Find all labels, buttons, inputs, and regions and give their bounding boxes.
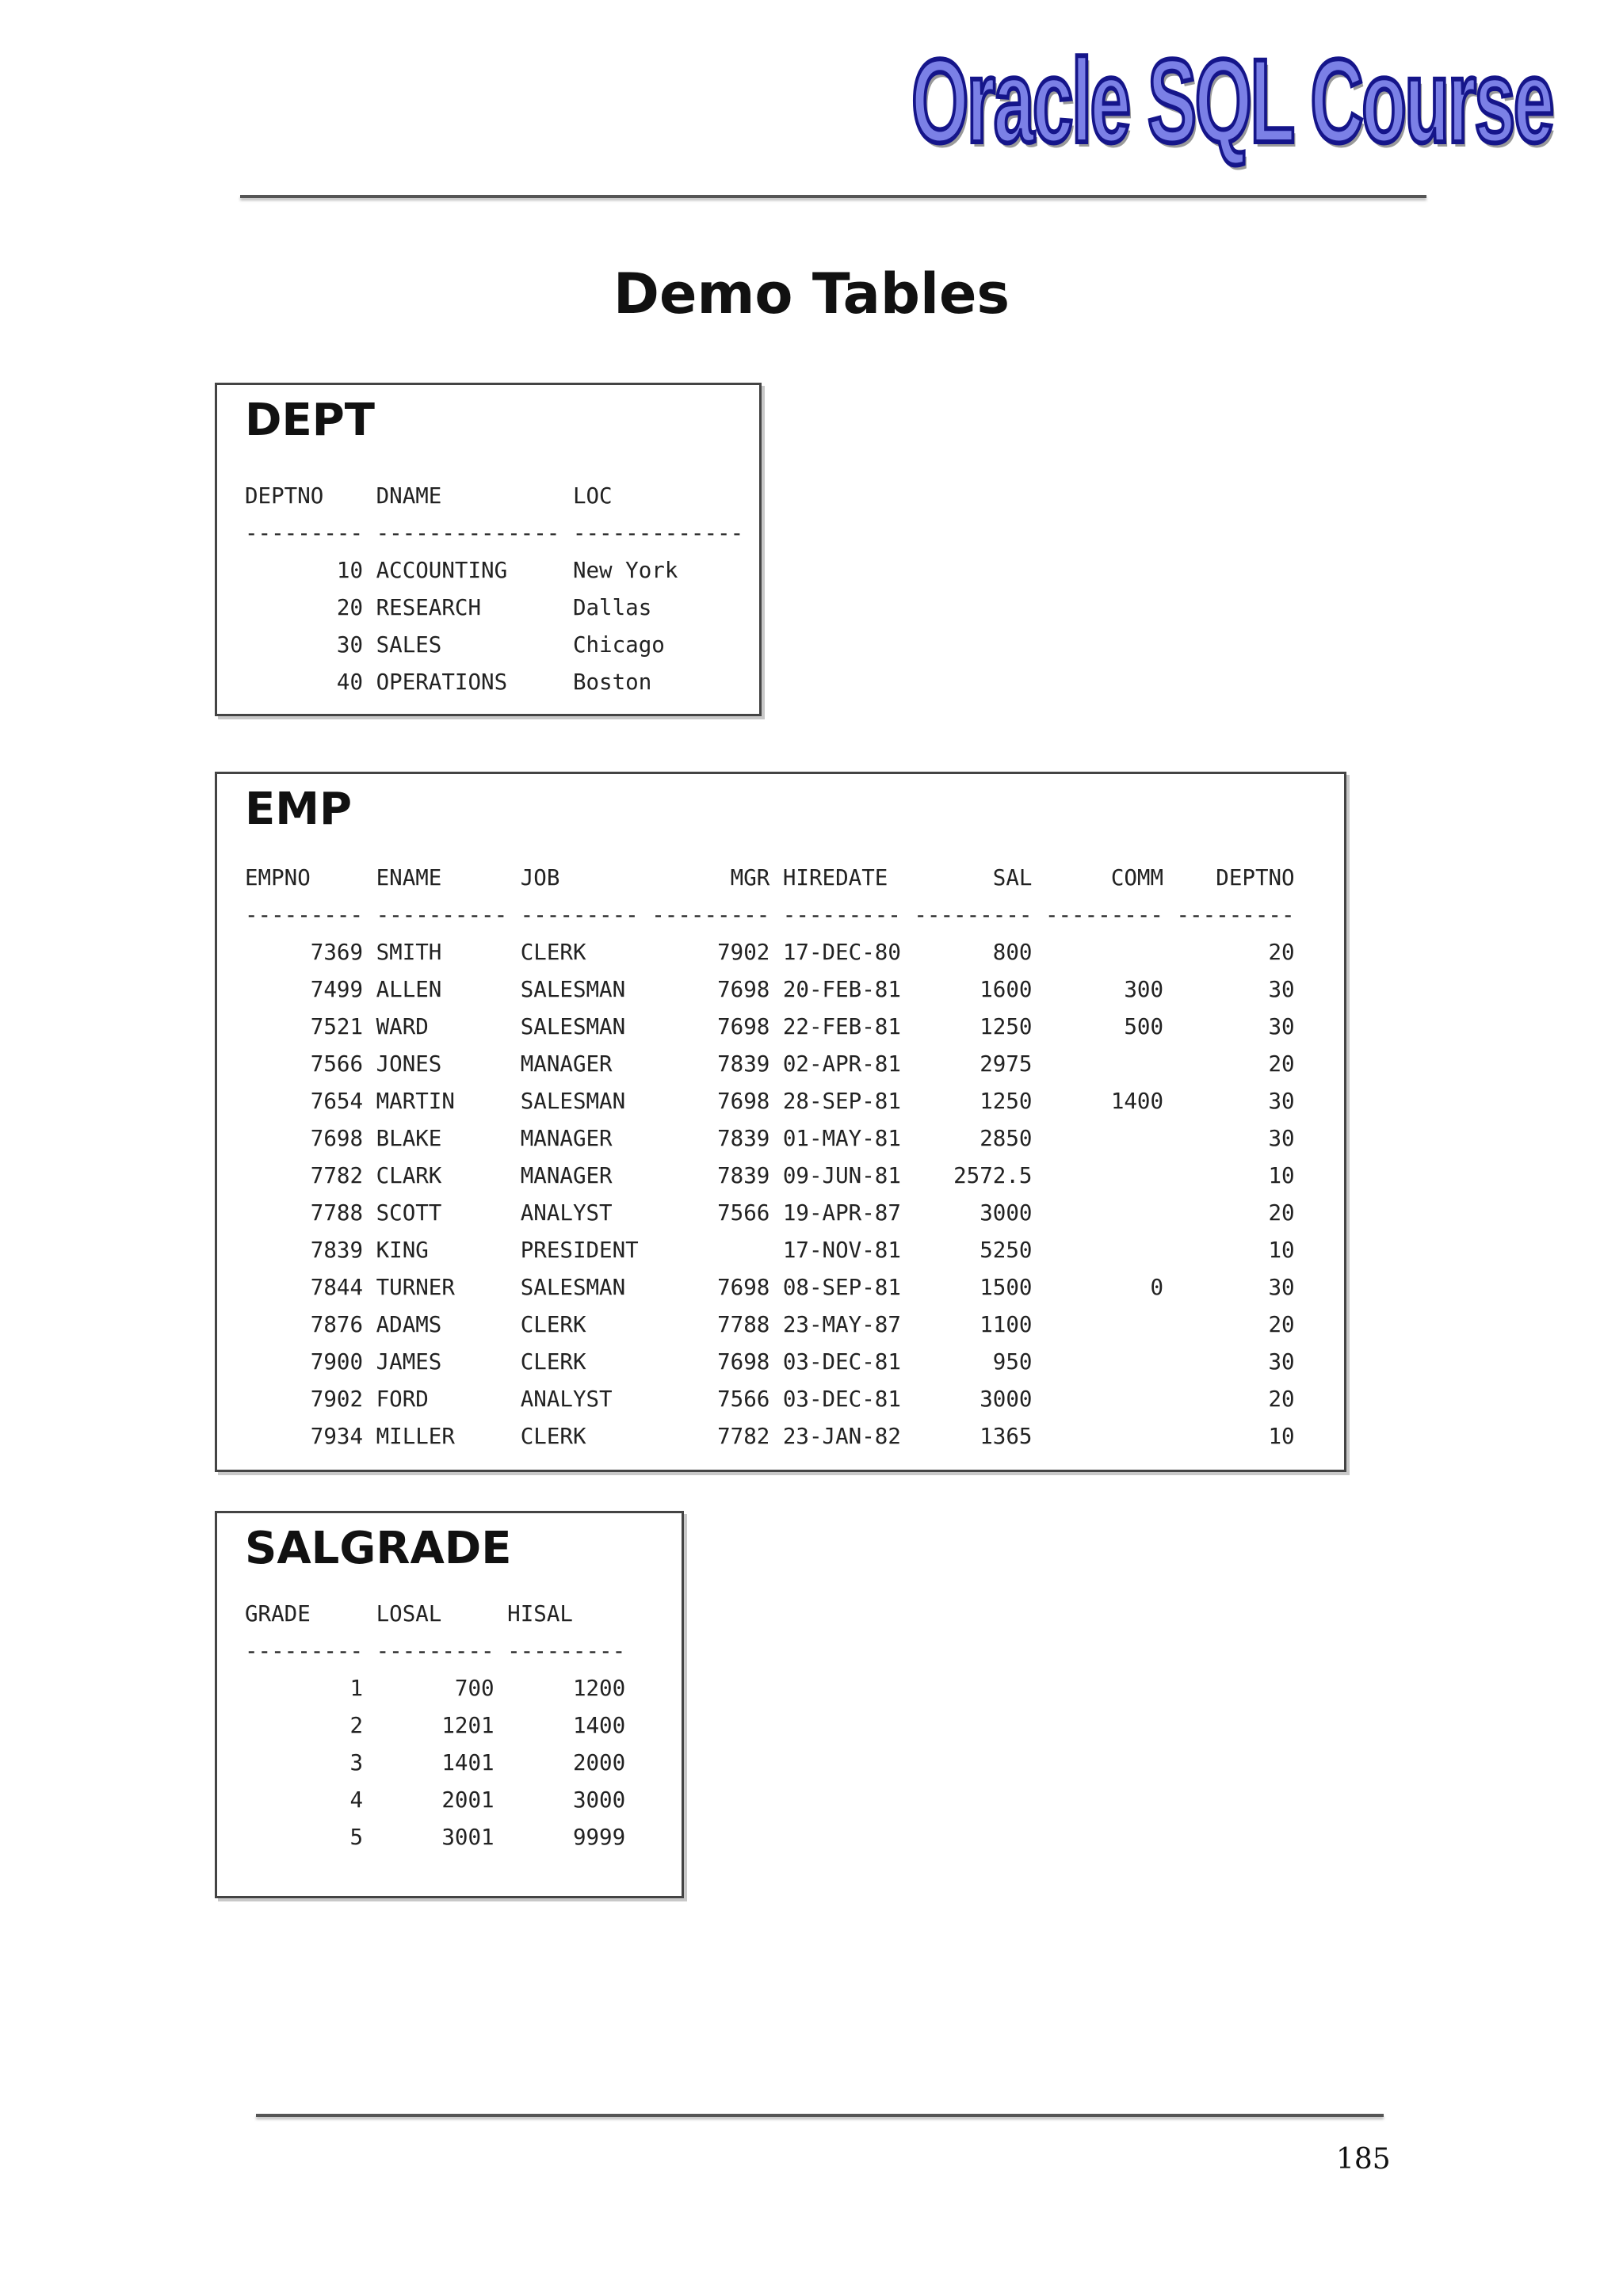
salgrade-col-header: LOSAL bbox=[376, 1601, 495, 1627]
emp-cell: 09-JUN-81 bbox=[782, 1163, 901, 1188]
salgrade-cell: 1200 bbox=[507, 1676, 626, 1701]
dept-col-header: DEPTNO bbox=[245, 483, 364, 509]
emp-cell: CLARK bbox=[376, 1163, 508, 1188]
emp-cell: 500 bbox=[1045, 1014, 1164, 1039]
emp-cell: 1250 bbox=[914, 1089, 1033, 1114]
emp-cell: 10 bbox=[1176, 1238, 1295, 1263]
dept-table-row bbox=[245, 664, 743, 701]
salgrade-cell: 3001 bbox=[376, 1825, 495, 1850]
salgrade-col-header: GRADE bbox=[245, 1601, 364, 1627]
salgrade-cell: 2 bbox=[245, 1713, 364, 1738]
emp-cell: 1365 bbox=[914, 1424, 1033, 1449]
emp-cell: KING bbox=[376, 1238, 508, 1263]
dept-cell: OPERATIONS bbox=[376, 669, 560, 695]
emp-cell: 300 bbox=[1045, 977, 1164, 1002]
emp-cell: SALESMAN bbox=[520, 1014, 639, 1039]
emp-cell: 7788 bbox=[245, 1200, 364, 1226]
emp-cell: 7782 bbox=[245, 1163, 364, 1188]
emp-cell: 10 bbox=[1176, 1163, 1295, 1188]
emp-table-title: EMP bbox=[245, 784, 353, 835]
emp-cell bbox=[1045, 940, 1163, 965]
emp-cell: 7698 bbox=[245, 1126, 364, 1151]
emp-cell: 950 bbox=[914, 1349, 1033, 1375]
emp-cell bbox=[1045, 1424, 1163, 1449]
emp-cell: 7788 bbox=[651, 1312, 770, 1337]
salgrade-col-header: HISAL bbox=[507, 1601, 626, 1627]
salgrade-table-row bbox=[245, 1819, 625, 1856]
emp-cell: ALLEN bbox=[376, 977, 508, 1002]
emp-cell: MILLER bbox=[376, 1424, 508, 1449]
header-divider bbox=[240, 195, 1426, 198]
emp-col-header: SAL bbox=[914, 865, 1033, 891]
dept-col-header: DNAME bbox=[376, 483, 560, 509]
emp-cell: 17-DEC-80 bbox=[782, 940, 901, 965]
dept-cell: 40 bbox=[245, 669, 364, 695]
salgrade-table-row bbox=[245, 1782, 625, 1819]
dept-table-row bbox=[245, 627, 743, 664]
dept-header-row bbox=[245, 478, 743, 515]
dept-cell: New York bbox=[572, 558, 744, 583]
salgrade-table-row bbox=[245, 1707, 625, 1745]
emp-cell: 7844 bbox=[245, 1275, 364, 1300]
emp-cell: MANAGER bbox=[520, 1051, 639, 1077]
emp-cell: 1500 bbox=[914, 1275, 1033, 1300]
emp-separator: --------- ---------- --------- --------- --------- --------- --------- --------- bbox=[245, 902, 1295, 928]
dept-cell: SALES bbox=[376, 632, 560, 658]
emp-cell: 22-FEB-81 bbox=[782, 1014, 901, 1039]
emp-cell: PRESIDENT bbox=[520, 1238, 639, 1263]
salgrade-cell: 1401 bbox=[376, 1750, 495, 1775]
emp-cell: CLERK bbox=[520, 940, 639, 965]
emp-cell: 7876 bbox=[245, 1312, 364, 1337]
salgrade-cell: 4 bbox=[245, 1787, 364, 1813]
emp-cell: 7900 bbox=[245, 1349, 364, 1375]
emp-col-header: EMPNO bbox=[245, 865, 364, 891]
emp-cell: 20 bbox=[1176, 1386, 1295, 1412]
emp-cell: 7698 bbox=[651, 1275, 770, 1300]
emp-table-box bbox=[215, 772, 1346, 1472]
emp-cell: 5250 bbox=[914, 1238, 1033, 1263]
emp-cell: 7698 bbox=[651, 1089, 770, 1114]
emp-table-row bbox=[245, 1083, 1295, 1120]
emp-col-header: COMM bbox=[1045, 865, 1164, 891]
emp-cell: 7934 bbox=[245, 1424, 364, 1449]
emp-cell: CLERK bbox=[520, 1349, 639, 1375]
emp-cell: 7499 bbox=[245, 977, 364, 1002]
emp-cell: 3000 bbox=[914, 1386, 1033, 1412]
emp-table-row bbox=[245, 1009, 1295, 1046]
emp-cell: 23-MAY-87 bbox=[782, 1312, 901, 1337]
salgrade-table-row bbox=[245, 1670, 625, 1707]
emp-cell: 1250 bbox=[914, 1014, 1033, 1039]
salgrade-table-title: SALGRADE bbox=[245, 1523, 512, 1574]
salgrade-cell: 9999 bbox=[507, 1825, 626, 1850]
dept-cell: Chicago bbox=[572, 632, 744, 658]
emp-cell bbox=[1045, 1349, 1163, 1375]
emp-cell: 30 bbox=[1176, 977, 1295, 1002]
emp-cell bbox=[651, 1238, 769, 1263]
emp-cell: 03-DEC-81 bbox=[782, 1349, 901, 1375]
emp-col-header: ENAME bbox=[376, 865, 508, 891]
emp-cell: 08-SEP-81 bbox=[782, 1275, 901, 1300]
emp-cell: 7698 bbox=[651, 977, 770, 1002]
dept-cell: Dallas bbox=[572, 595, 744, 620]
emp-cell: 30 bbox=[1176, 1089, 1295, 1114]
emp-cell: 7782 bbox=[651, 1424, 770, 1449]
emp-header-row bbox=[245, 860, 1295, 897]
emp-cell: ANALYST bbox=[520, 1386, 639, 1412]
salgrade-cell: 3000 bbox=[507, 1787, 626, 1813]
emp-cell bbox=[1045, 1163, 1163, 1188]
emp-cell: 20 bbox=[1176, 1312, 1295, 1337]
emp-col-header: MGR bbox=[651, 865, 770, 891]
emp-cell: WARD bbox=[376, 1014, 508, 1039]
salgrade-cell: 5 bbox=[245, 1825, 364, 1850]
salgrade-header-row bbox=[245, 1596, 625, 1633]
emp-cell: 28-SEP-81 bbox=[782, 1089, 901, 1114]
emp-cell: BLAKE bbox=[376, 1126, 508, 1151]
emp-cell bbox=[1045, 1051, 1163, 1077]
salgrade-table-text bbox=[245, 1596, 625, 1856]
emp-cell: 3000 bbox=[914, 1200, 1033, 1226]
dept-table-row bbox=[245, 589, 743, 627]
emp-cell: 7839 bbox=[651, 1163, 770, 1188]
emp-table-row bbox=[245, 934, 1295, 971]
emp-cell: ANALYST bbox=[520, 1200, 639, 1226]
emp-cell: ADAMS bbox=[376, 1312, 508, 1337]
emp-cell bbox=[1045, 1312, 1163, 1337]
emp-table-text bbox=[245, 860, 1295, 1455]
emp-col-header: DEPTNO bbox=[1176, 865, 1295, 891]
emp-cell: 20 bbox=[1176, 1051, 1295, 1077]
dept-cell: Boston bbox=[572, 669, 744, 695]
dept-table-box bbox=[215, 383, 762, 716]
emp-cell: 7521 bbox=[245, 1014, 364, 1039]
emp-cell: 30 bbox=[1176, 1014, 1295, 1039]
emp-table-row bbox=[245, 1418, 1295, 1455]
emp-cell: SALESMAN bbox=[520, 1275, 639, 1300]
salgrade-cell: 1 bbox=[245, 1676, 364, 1701]
emp-cell: 23-JAN-82 bbox=[782, 1424, 901, 1449]
emp-cell: TURNER bbox=[376, 1275, 508, 1300]
emp-cell: SCOTT bbox=[376, 1200, 508, 1226]
emp-table-row bbox=[245, 1195, 1295, 1232]
emp-cell: 1400 bbox=[1045, 1089, 1164, 1114]
emp-cell: 7566 bbox=[651, 1200, 770, 1226]
dept-table-row bbox=[245, 552, 743, 589]
emp-table-row bbox=[245, 1306, 1295, 1344]
emp-table-row bbox=[245, 1381, 1295, 1418]
emp-cell: 7839 bbox=[651, 1126, 770, 1151]
emp-cell: MANAGER bbox=[520, 1163, 639, 1188]
dept-cell: 30 bbox=[245, 632, 364, 658]
emp-cell: 30 bbox=[1176, 1275, 1295, 1300]
course-logo: Oracle SQL Course bbox=[911, 34, 1552, 167]
dept-cell: ACCOUNTING bbox=[376, 558, 560, 583]
emp-cell: 0 bbox=[1045, 1275, 1164, 1300]
emp-table-row bbox=[245, 971, 1295, 1009]
emp-cell bbox=[1045, 1126, 1163, 1151]
salgrade-cell: 1400 bbox=[507, 1713, 626, 1738]
emp-cell bbox=[1045, 1238, 1163, 1263]
emp-table-row bbox=[245, 1158, 1295, 1195]
emp-cell: 7902 bbox=[651, 940, 770, 965]
dept-table-title: DEPT bbox=[245, 395, 375, 446]
emp-cell: MANAGER bbox=[520, 1126, 639, 1151]
dept-cell: 20 bbox=[245, 595, 364, 620]
emp-table-row bbox=[245, 1232, 1295, 1269]
emp-cell: 7654 bbox=[245, 1089, 364, 1114]
emp-cell: 7566 bbox=[245, 1051, 364, 1077]
emp-cell: 7566 bbox=[651, 1386, 770, 1412]
emp-cell: 20-FEB-81 bbox=[782, 977, 901, 1002]
emp-cell: 7902 bbox=[245, 1386, 364, 1412]
salgrade-cell: 3 bbox=[245, 1750, 364, 1775]
emp-cell: CLERK bbox=[520, 1312, 639, 1337]
emp-col-header: JOB bbox=[520, 865, 639, 891]
emp-cell: 7698 bbox=[651, 1014, 770, 1039]
salgrade-table-box bbox=[215, 1511, 684, 1898]
emp-table-row bbox=[245, 1269, 1295, 1306]
emp-table-row bbox=[245, 1344, 1295, 1381]
emp-cell: 01-MAY-81 bbox=[782, 1126, 901, 1151]
emp-cell: 2572.5 bbox=[914, 1163, 1033, 1188]
emp-cell: 10 bbox=[1176, 1424, 1295, 1449]
emp-cell: 03-DEC-81 bbox=[782, 1386, 901, 1412]
emp-cell: SMITH bbox=[376, 940, 508, 965]
emp-cell bbox=[1045, 1200, 1163, 1226]
emp-cell: 30 bbox=[1176, 1126, 1295, 1151]
emp-cell: 19-APR-87 bbox=[782, 1200, 901, 1226]
salgrade-separator: --------- --------- --------- bbox=[245, 1638, 626, 1664]
emp-cell: 7839 bbox=[245, 1238, 364, 1263]
emp-table-row bbox=[245, 1046, 1295, 1083]
emp-cell: 1600 bbox=[914, 977, 1033, 1002]
emp-cell: JAMES bbox=[376, 1349, 508, 1375]
salgrade-cell: 1201 bbox=[376, 1713, 495, 1738]
emp-cell: SALESMAN bbox=[520, 977, 639, 1002]
page-number: 185 bbox=[1336, 2143, 1391, 2176]
emp-cell: 17-NOV-81 bbox=[782, 1238, 901, 1263]
emp-cell: 1100 bbox=[914, 1312, 1033, 1337]
emp-cell: 7839 bbox=[651, 1051, 770, 1077]
dept-cell: RESEARCH bbox=[376, 595, 560, 620]
emp-cell: SALESMAN bbox=[520, 1089, 639, 1114]
emp-cell: 2850 bbox=[914, 1126, 1033, 1151]
footer-divider bbox=[256, 2114, 1384, 2117]
emp-cell: 20 bbox=[1176, 940, 1295, 965]
salgrade-cell: 2000 bbox=[507, 1750, 626, 1775]
emp-cell: CLERK bbox=[520, 1424, 639, 1449]
dept-table-text bbox=[245, 478, 743, 701]
emp-cell bbox=[1045, 1386, 1163, 1412]
emp-cell: FORD bbox=[376, 1386, 508, 1412]
salgrade-table-row bbox=[245, 1745, 625, 1782]
emp-table-row bbox=[245, 1120, 1295, 1158]
emp-cell: 7369 bbox=[245, 940, 364, 965]
dept-cell: 10 bbox=[245, 558, 364, 583]
emp-col-header: HIREDATE bbox=[782, 865, 901, 891]
emp-cell: 30 bbox=[1176, 1349, 1295, 1375]
emp-cell: 800 bbox=[914, 940, 1033, 965]
emp-cell: 20 bbox=[1176, 1200, 1295, 1226]
emp-cell: MARTIN bbox=[376, 1089, 508, 1114]
dept-col-header: LOC bbox=[572, 483, 744, 509]
emp-cell: 7698 bbox=[651, 1349, 770, 1375]
salgrade-cell: 700 bbox=[376, 1676, 495, 1701]
emp-cell: 02-APR-81 bbox=[782, 1051, 901, 1077]
emp-cell: 2975 bbox=[914, 1051, 1033, 1077]
salgrade-cell: 2001 bbox=[376, 1787, 495, 1813]
page-title: Demo Tables bbox=[613, 261, 1010, 326]
dept-separator: --------- -------------- ------------- bbox=[245, 521, 744, 546]
emp-cell: JONES bbox=[376, 1051, 508, 1077]
